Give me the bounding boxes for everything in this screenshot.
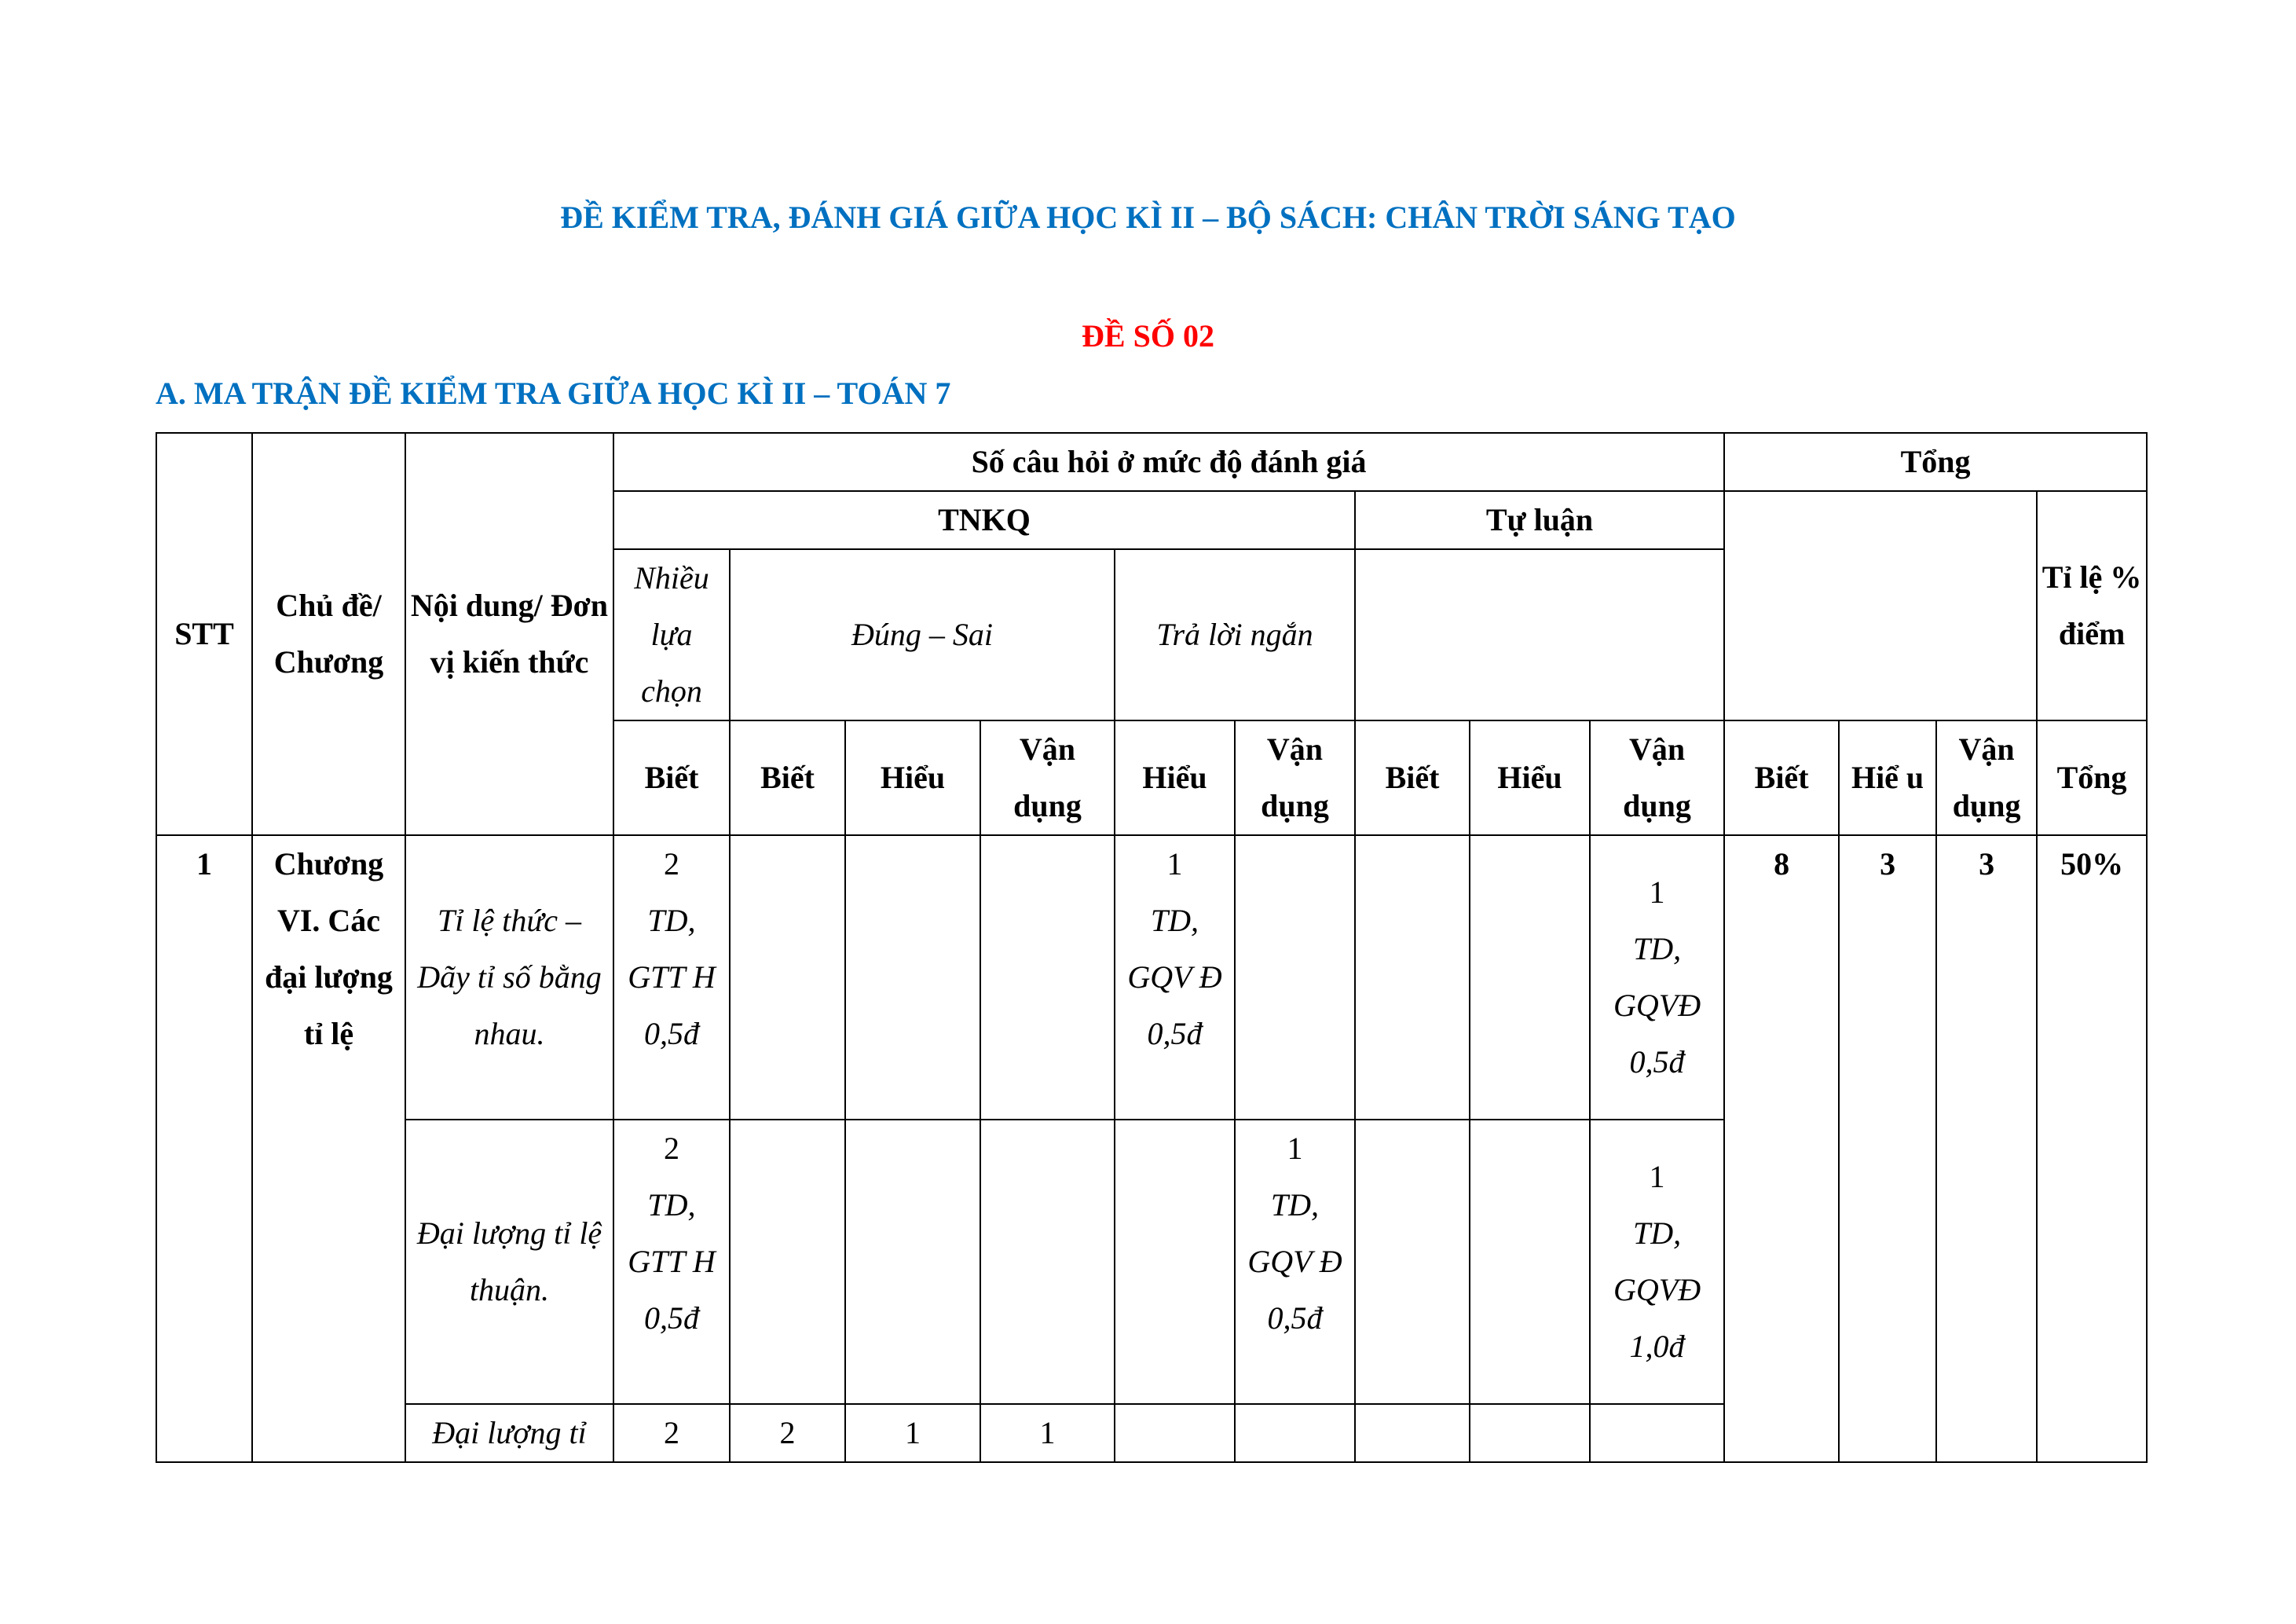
cell-essay-understand <box>1470 1404 1590 1462</box>
cell-essay-know <box>1355 1120 1470 1404</box>
header-total-blank <box>1724 491 2037 720</box>
header-stt: STT <box>156 433 252 835</box>
level-total-apply: Vận dụng <box>1936 720 2037 835</box>
header-short-answer: Trả lời ngắn <box>1115 549 1355 720</box>
cell-sa-apply <box>1235 835 1355 1120</box>
level-mc-know: Biết <box>613 720 730 835</box>
header-multiple-choice: Nhiều lựa chọn <box>613 549 730 720</box>
total-understand: 3 <box>1839 835 1936 1462</box>
cell-essay-apply: 1 TD, GQVĐ 1,0đ <box>1590 1120 1724 1404</box>
table-row <box>156 835 2147 1120</box>
level-essay-understand: Hiểu <box>1470 720 1590 835</box>
level-essay-know: Biết <box>1355 720 1470 835</box>
assessment-matrix-table <box>156 432 2148 1463</box>
cell-tf-apply: 1 <box>980 1404 1115 1462</box>
cell-tf-apply <box>980 835 1115 1120</box>
cell-sa-apply: 1 TD, GQV Đ 0,5đ <box>1235 1120 1355 1404</box>
header-question-count: Số câu hỏi ở mức độ đánh giá <box>613 433 1724 491</box>
row-chapter: Chương VI. Các đại lượng tỉ lệ <box>252 835 405 1462</box>
level-total-know: Biết <box>1724 720 1839 835</box>
cell-essay-understand <box>1470 835 1590 1120</box>
cell-sa-understand: 1 TD, GQV Đ 0,5đ <box>1115 835 1235 1120</box>
cell-tf-know: 2 <box>730 1404 845 1462</box>
level-tf-apply: Vận dụng <box>980 720 1115 835</box>
level-sa-apply: Vận dụng <box>1235 720 1355 835</box>
header-essay-blank <box>1355 549 1724 720</box>
cell-essay-apply: 1 TD, GQVĐ 0,5đ <box>1590 835 1724 1120</box>
header-chapter: Chủ đề/ Chương <box>252 433 405 835</box>
level-tf-understand: Hiểu <box>845 720 980 835</box>
header-total: Tổng <box>1724 433 2147 491</box>
cell-essay-understand <box>1470 1120 1590 1404</box>
header-percent: Tỉ lệ % điểm <box>2037 491 2147 720</box>
level-sa-understand: Hiểu <box>1115 720 1235 835</box>
cell-mc-know: 2 TD, GTT H 0,5đ <box>613 835 730 1120</box>
cell-tf-know <box>730 835 845 1120</box>
row-content: Tỉ lệ thức – Dãy tỉ số bằng nhau. <box>405 835 613 1120</box>
cell-sa-understand <box>1115 1120 1235 1404</box>
row-stt: 1 <box>156 835 252 1462</box>
level-tf-know: Biết <box>730 720 845 835</box>
row-content: Đại lượng tỉ lệ thuận. <box>405 1120 613 1404</box>
exam-number: ĐỀ SỐ 02 <box>1082 318 1214 354</box>
level-total-understand: Hiể u <box>1839 720 1936 835</box>
header-true-false: Đúng – Sai <box>730 549 1115 720</box>
cell-tf-understand <box>845 835 980 1120</box>
cell-essay-know <box>1355 1404 1470 1462</box>
cell-tf-know <box>730 1120 845 1404</box>
cell-tf-understand <box>845 1120 980 1404</box>
cell-sa-understand <box>1115 1404 1235 1462</box>
row-content: Đại lượng tỉ <box>405 1404 613 1462</box>
header-row-1 <box>156 433 2147 491</box>
level-total-sum: Tổng <box>2037 720 2147 835</box>
document-title: ĐỀ KIỂM TRA, ĐÁNH GIÁ GIỮA HỌC KÌ II – BỘ SÁCH: CHÂN TRỜI SÁNG TẠO <box>560 200 1736 235</box>
cell-mc-know: 2 <box>613 1404 730 1462</box>
header-essay: Tự luận <box>1355 491 1724 549</box>
total-percent: 50% <box>2037 835 2147 1462</box>
cell-tf-understand: 1 <box>845 1404 980 1462</box>
cell-essay-apply <box>1590 1404 1724 1462</box>
cell-tf-apply <box>980 1120 1115 1404</box>
section-title: A. MA TRẬN ĐỀ KIỂM TRA GIỮA HỌC KÌ II – TOÁN 7 <box>156 376 951 411</box>
header-content: Nội dung/ Đơn vị kiến thức <box>405 433 613 835</box>
total-know: 8 <box>1724 835 1839 1462</box>
header-tnkq: TNKQ <box>613 491 1355 549</box>
cell-sa-apply <box>1235 1404 1355 1462</box>
level-essay-apply: Vận dụng <box>1590 720 1724 835</box>
total-apply: 3 <box>1936 835 2037 1462</box>
cell-mc-know: 2 TD, GTT H 0,5đ <box>613 1120 730 1404</box>
cell-essay-know <box>1355 835 1470 1120</box>
